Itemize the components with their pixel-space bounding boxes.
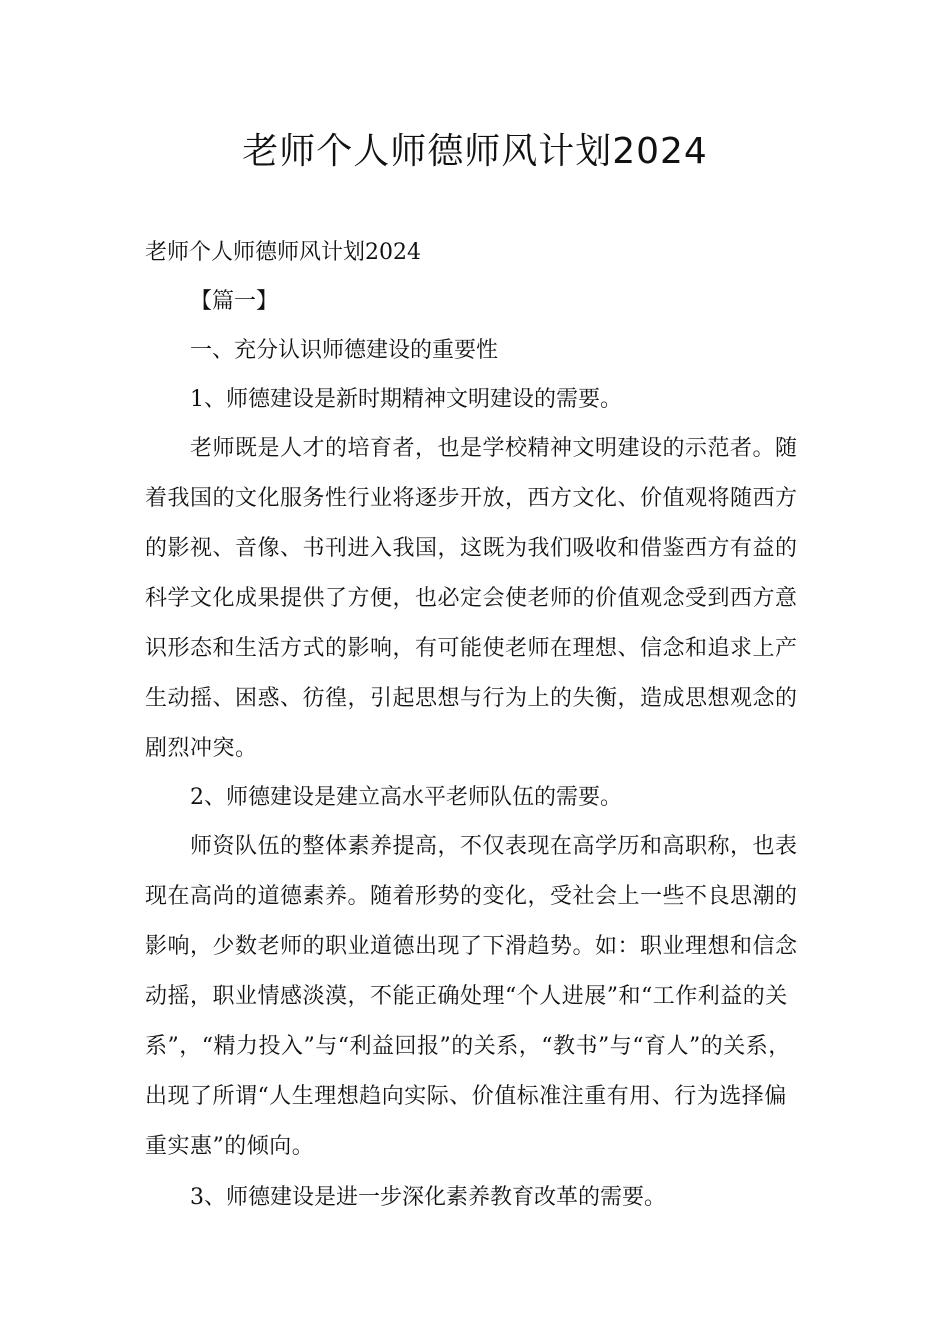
section-heading: 一、充分认识师德建设的重要性 bbox=[190, 338, 499, 363]
body-paragraph-1: 老师既是人才的培育者，也是学校精神文明建设的示范者。随着我国的文化服务性行业将逐步开放，西方文化、价值观将随西方的影视、音像、书刊进入我国，这既为我们吸收和借鉴西方有益的科学文化成果提供了方便，也必定会使老师的价值观念受到西方意识形态和生活方式的影响，有可能使老师在理想、信念和追求上产生动摇、困惑、彷徨，引起思想与行为上的失衡，造成思想观念的剧烈冲突。 bbox=[145, 436, 798, 761]
body-paragraph-2: 师资队伍的整体素养提高，不仅表现在高学历和高职称，也表现在高尚的道德素养。随着形势的变化，受社会上一些不良思潮的影响，少数老师的职业道德出现了下滑趋势。如：职业理想和信念动摇，职业情感淡漠，不能正确处理“个人进展”和“工作利益的关系”，“精力投入”与“利益回报”的关系，“教书”与“育人”的关系，出现了所谓“人生理想趋向实际、价值标准注重有用、行为选择偏重实惠”的倾向。 bbox=[145, 834, 798, 1159]
section-label: 【篇一】 bbox=[190, 289, 279, 314]
point-heading-2: 2、师德建设是建立高水平老师队伍的需要。 bbox=[190, 785, 622, 810]
document-title: 老师个人师德师风计划2024 bbox=[242, 131, 708, 172]
point-heading-3: 3、师德建设是进一步深化素养教育改革的需要。 bbox=[190, 1185, 666, 1210]
point-heading-1: 1、师德建设是新时期精神文明建设的需要。 bbox=[190, 387, 622, 412]
document-subtitle: 老师个人师德师风计划2024 bbox=[145, 240, 421, 265]
